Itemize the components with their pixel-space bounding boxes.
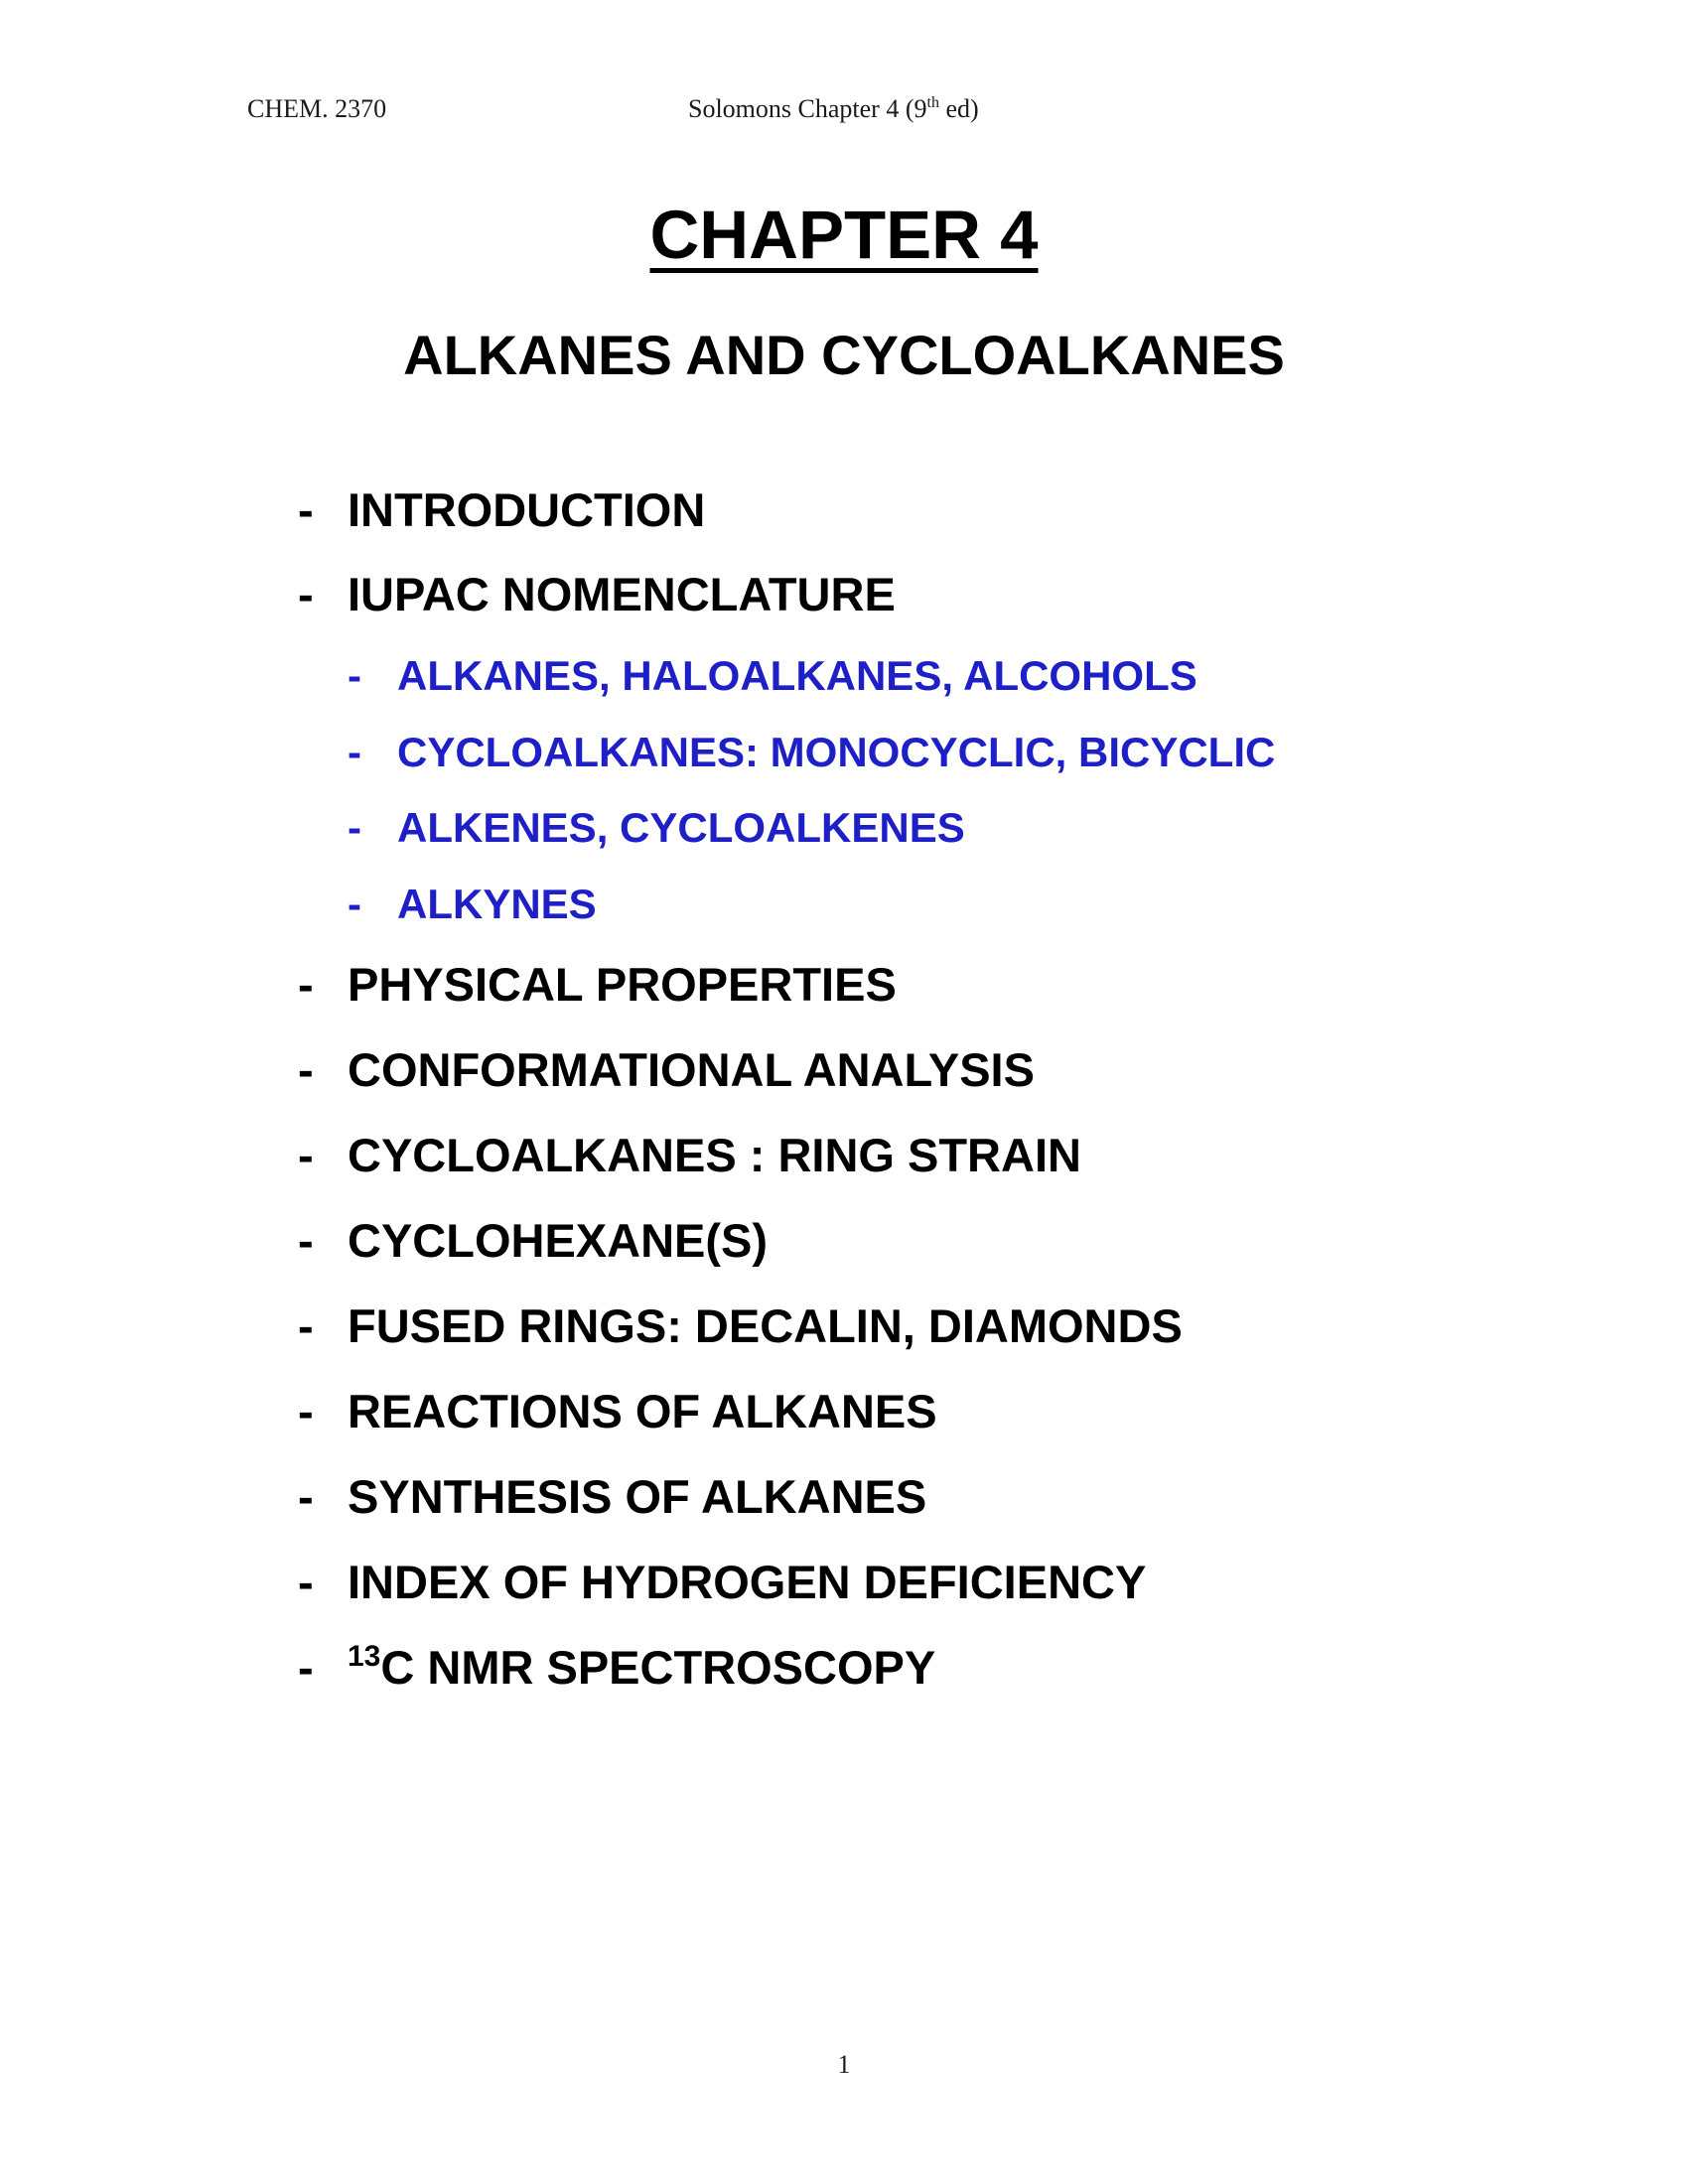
toc-item-label: SYNTHESIS OF ALKANES bbox=[348, 1470, 927, 1523]
toc-dash: - bbox=[348, 881, 361, 927]
toc-dash: - bbox=[348, 652, 361, 699]
toc-item-iupac: IUPAC NOMENCLATURE bbox=[348, 568, 896, 620]
nmr-superscript: 13 bbox=[348, 1640, 381, 1673]
toc-item-label: CYCLOHEXANE(S) bbox=[348, 1214, 769, 1267]
toc-item-label: CYCLOALKANES : RING STRAIN bbox=[348, 1129, 1081, 1181]
toc-item-introduction: INTRODUCTION bbox=[348, 483, 706, 536]
toc-item-nmr bbox=[348, 1640, 936, 1694]
toc-item-label: PHYSICAL PROPERTIES bbox=[348, 958, 897, 1011]
toc-dash: - bbox=[348, 804, 361, 851]
toc-item-label: INDEX OF HYDROGEN DEFICIENCY bbox=[348, 1556, 1147, 1608]
toc-dash: - bbox=[348, 729, 361, 775]
chapter-title-text: CHAPTER 4 bbox=[649, 197, 1039, 273]
header-book-suffix: ed) bbox=[938, 94, 979, 123]
toc-dash: - bbox=[298, 1470, 314, 1523]
toc-dash: - bbox=[298, 1129, 314, 1181]
toc-dash: - bbox=[298, 1556, 314, 1608]
header-course: CHEM. 2370 bbox=[247, 94, 387, 123]
toc-item-label: REACTIONS OF ALKANES bbox=[348, 1385, 937, 1437]
toc-item-label: FUSED RINGS: DECALIN, DIAMONDS bbox=[348, 1299, 1183, 1352]
toc-sub-item-label: CYCLOALKANES: MONOCYCLIC, BICYCLIC bbox=[397, 729, 1276, 775]
toc-dash: - bbox=[298, 1214, 314, 1267]
toc-dash: - bbox=[298, 1641, 314, 1694]
toc-dash: - bbox=[298, 568, 314, 620]
toc-dash: - bbox=[298, 1299, 314, 1352]
chapter-subtitle: ALKANES AND CYCLOALKANES bbox=[403, 324, 1285, 386]
toc-sub-item-label: ALKANES, HALOALKANES, ALCOHOLS bbox=[397, 652, 1197, 699]
header-book-prefix: Solomons Chapter 4 (9 bbox=[688, 94, 927, 123]
toc-sub-item-label: ALKENES, CYCLOALKENES bbox=[397, 804, 965, 851]
toc-sub-item-label: ALKYNES bbox=[397, 881, 597, 927]
toc-dash: - bbox=[298, 483, 314, 536]
page-number: 1 bbox=[837, 2050, 851, 2079]
nmr-label: C NMR SPECTROSCOPY bbox=[380, 1641, 936, 1694]
toc-dash: - bbox=[298, 958, 314, 1011]
toc-item-label: CONFORMATIONAL ANALYSIS bbox=[348, 1043, 1035, 1096]
toc-dash: - bbox=[298, 1043, 314, 1096]
header-book-sup: th bbox=[926, 94, 939, 111]
toc-dash: - bbox=[298, 1385, 314, 1437]
